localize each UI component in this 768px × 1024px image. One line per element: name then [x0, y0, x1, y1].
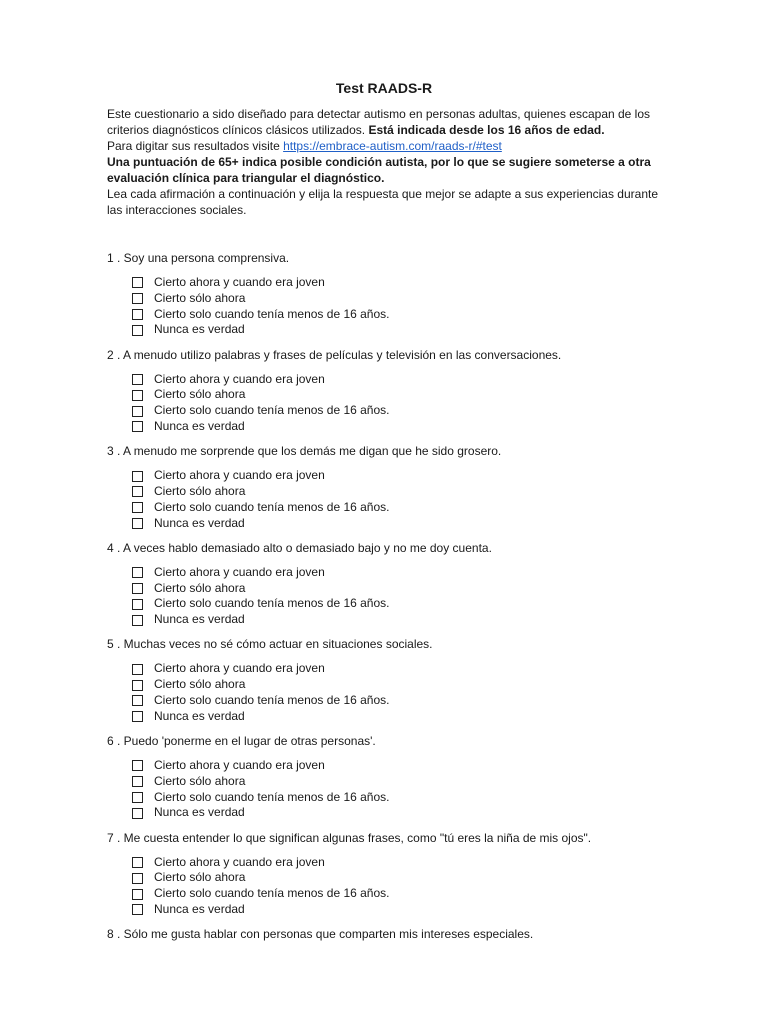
question-text: 6 . Puedo 'ponerme en el lugar de otras personas'.	[107, 733, 376, 748]
answer-option	[132, 758, 707, 774]
answer-options	[107, 468, 707, 531]
answer-option-label: Cierto sólo ahora	[154, 870, 246, 885]
answer-checkbox[interactable]	[132, 277, 143, 288]
answer-checkbox[interactable]	[132, 502, 143, 513]
answer-option	[132, 870, 707, 886]
intro-paragraph-score	[107, 154, 667, 186]
answer-option	[132, 403, 707, 419]
question-text: 7 . Me cuesta entender lo que significan algunas frases, como "tú eres la niña de mis ojos".	[107, 830, 592, 845]
answer-option-label: Nunca es verdad	[154, 322, 245, 337]
question-text: 1 . Soy una persona comprensiva.	[107, 251, 290, 265]
results-link[interactable]: https://embrace-autism.com/raads-r/#test	[283, 139, 502, 153]
answer-checkbox[interactable]	[132, 325, 143, 336]
answer-option-label: Nunca es verdad	[154, 515, 245, 530]
answer-option-label: Cierto sólo ahora	[154, 483, 246, 498]
answer-checkbox[interactable]	[132, 760, 143, 771]
answer-checkbox[interactable]	[132, 776, 143, 787]
answer-options	[107, 855, 707, 918]
answer-options	[107, 661, 707, 724]
answer-checkbox[interactable]	[132, 873, 143, 884]
answer-option-label: Cierto solo cuando tenía menos de 16 años.	[154, 306, 390, 321]
answer-checkbox[interactable]	[132, 567, 143, 578]
question-item	[107, 443, 707, 540]
answer-option	[132, 774, 707, 790]
answer-option	[132, 886, 707, 902]
answer-option-label: Cierto ahora y cuando era joven	[154, 661, 325, 676]
answer-checkbox[interactable]	[132, 808, 143, 819]
answer-checkbox[interactable]	[132, 309, 143, 320]
answer-option	[132, 596, 707, 612]
question-text: 2 . A menudo utilizo palabras y frases de películas y televisión en las conversaciones.	[107, 347, 562, 362]
answer-checkbox[interactable]	[132, 857, 143, 868]
intro-link-prefix: Para digitar sus resultados visite	[107, 139, 284, 153]
answer-option-label: Cierto ahora y cuando era joven	[154, 757, 325, 772]
question-item	[107, 636, 707, 733]
intro-description-text: Este cuestionario a sido diseñado para detectar autismo en personas adultas, quienes escapan de los criterios diagnósticos clínicos clásicos utilizados.	[107, 107, 651, 137]
answer-checkbox[interactable]	[132, 421, 143, 432]
answer-checkbox[interactable]	[132, 518, 143, 529]
page-title: Test RAADS-R	[335, 80, 433, 96]
answer-checkbox[interactable]	[132, 695, 143, 706]
answer-option	[132, 565, 707, 581]
intro-age-note: Está indicada desde los 16 años de edad.	[368, 123, 605, 137]
answer-option	[132, 275, 707, 291]
question-item	[107, 540, 707, 637]
answer-options	[107, 758, 707, 821]
answer-option	[132, 709, 707, 725]
question-item	[107, 926, 707, 1023]
answer-checkbox[interactable]	[132, 471, 143, 482]
question-text: 3 . A menudo me sorprende que los demás me digan que he sido grosero.	[107, 444, 502, 459]
answer-option-label: Cierto solo cuando tenía menos de 16 años.	[154, 596, 390, 611]
intro-paragraph-description	[107, 106, 667, 138]
answer-checkbox[interactable]	[132, 599, 143, 610]
question-text: 8 . Sólo me gusta hablar con personas que comparten mis intereses especiales.	[107, 927, 534, 942]
question-item	[107, 347, 707, 444]
answer-option	[132, 516, 707, 532]
answer-options	[107, 565, 707, 628]
answer-option-label: Cierto sólo ahora	[154, 677, 246, 692]
answer-option-label: Cierto solo cuando tenía menos de 16 años.	[154, 403, 390, 418]
answer-checkbox[interactable]	[132, 486, 143, 497]
answer-checkbox[interactable]	[132, 792, 143, 803]
answer-option	[132, 677, 707, 693]
answer-option-label: Nunca es verdad	[154, 901, 245, 916]
intro-section	[107, 106, 667, 218]
intro-score-note: Una puntuación de 65+ indica posible condición autista, por lo que se sugiere someterse a otra evaluación clínica para triangular el diagnóstico.	[107, 155, 651, 185]
answer-option	[132, 902, 707, 918]
answer-option	[132, 419, 707, 435]
answer-option-label: Cierto solo cuando tenía menos de 16 años.	[154, 499, 390, 514]
question-text: 4 . A veces hablo demasiado alto o demasiado bajo y no me doy cuenta.	[107, 540, 492, 555]
answer-option-label: Cierto sólo ahora	[154, 580, 246, 595]
answer-option-label: Nunca es verdad	[154, 805, 245, 820]
answer-option-label: Cierto ahora y cuando era joven	[154, 275, 325, 289]
answer-checkbox[interactable]	[132, 904, 143, 915]
answer-checkbox[interactable]	[132, 889, 143, 900]
answer-checkbox[interactable]	[132, 293, 143, 304]
answer-checkbox[interactable]	[132, 406, 143, 417]
answer-option	[132, 484, 707, 500]
answer-options	[107, 372, 707, 435]
answer-option-label: Nunca es verdad	[154, 708, 245, 723]
intro-paragraph-instructions: Lea cada afirmación a continuación y elija la respuesta que mejor se adapte a sus experiencias durante las interacciones sociales.	[107, 187, 659, 217]
answer-option-label: Nunca es verdad	[154, 418, 245, 433]
answer-option	[132, 307, 707, 323]
answer-option	[132, 661, 707, 677]
answer-option	[132, 790, 707, 806]
answer-checkbox[interactable]	[132, 583, 143, 594]
answer-option-label: Cierto ahora y cuando era joven	[154, 564, 325, 579]
answer-option	[132, 500, 707, 516]
answer-option-label: Cierto solo cuando tenía menos de 16 años.	[154, 789, 390, 804]
answer-options	[107, 275, 707, 338]
answer-option	[132, 322, 707, 338]
answer-checkbox[interactable]	[132, 615, 143, 626]
question-list	[107, 250, 707, 1023]
answer-option-label: Cierto sólo ahora	[154, 773, 246, 788]
answer-option-label: Cierto ahora y cuando era joven	[154, 468, 325, 483]
answer-option-label: Cierto solo cuando tenía menos de 16 años.	[154, 886, 390, 901]
answer-checkbox[interactable]	[132, 374, 143, 385]
answer-option-label: Cierto solo cuando tenía menos de 16 años.	[154, 692, 390, 707]
answer-option	[132, 387, 707, 403]
question-item	[107, 733, 707, 830]
answer-option	[132, 805, 707, 821]
answer-checkbox[interactable]	[132, 390, 143, 401]
answer-option	[132, 581, 707, 597]
answer-option-label: Cierto ahora y cuando era joven	[154, 371, 325, 386]
answer-checkbox[interactable]	[132, 680, 143, 691]
question-text: 5 . Muchas veces no sé cómo actuar en situaciones sociales.	[107, 637, 433, 652]
answer-option-label: Cierto sólo ahora	[154, 290, 246, 305]
answer-checkbox[interactable]	[132, 664, 143, 675]
answer-option-label: Cierto sólo ahora	[154, 387, 246, 402]
answer-option-label: Nunca es verdad	[154, 612, 245, 627]
answer-option-label: Cierto ahora y cuando era joven	[154, 854, 325, 869]
answer-option	[132, 468, 707, 484]
question-item	[107, 830, 707, 927]
answer-option	[132, 372, 707, 388]
answer-checkbox[interactable]	[132, 711, 143, 722]
answer-option	[132, 612, 707, 628]
answer-option	[132, 291, 707, 307]
answer-option	[132, 855, 707, 871]
question-item	[107, 250, 707, 347]
answer-option	[132, 693, 707, 709]
intro-paragraph-link	[107, 138, 667, 154]
